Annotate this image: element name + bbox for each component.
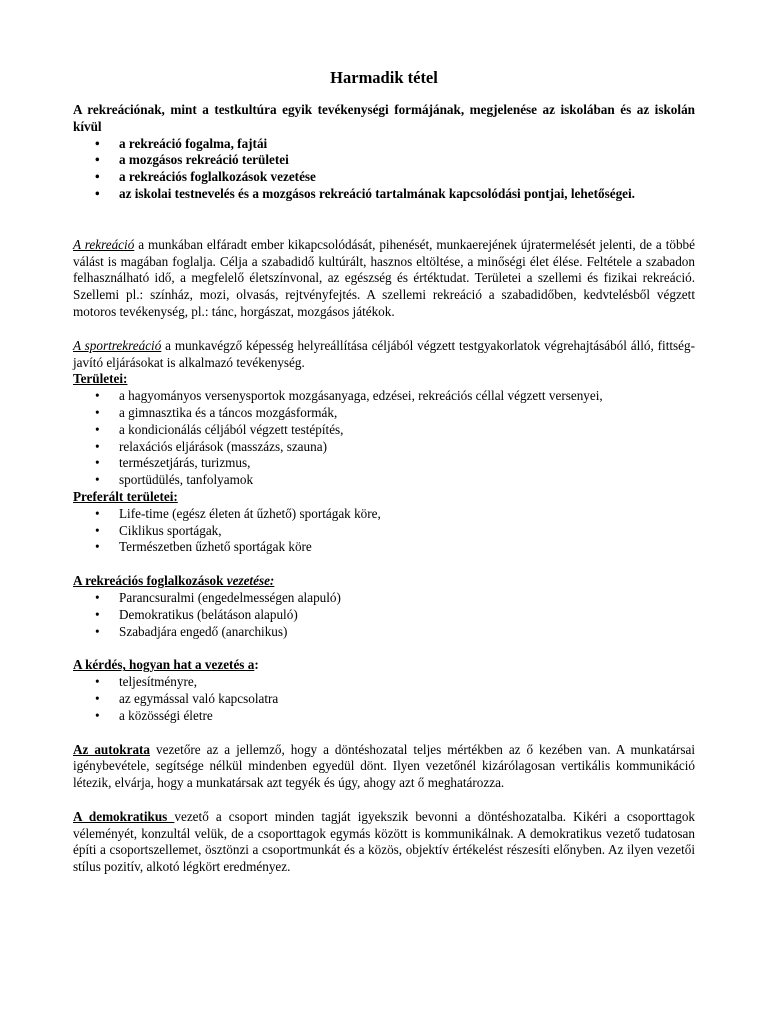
bullet-icon: • <box>95 185 100 201</box>
sport-recreation-term: A sportrekreáció <box>73 337 162 353</box>
bullet-icon: • <box>95 388 100 404</box>
preferred-heading: Preferált területei: <box>73 488 178 504</box>
leadership-list <box>73 590 695 640</box>
list-item: • Ciklikus sportágak, <box>95 522 222 538</box>
bullet-icon: • <box>95 589 100 605</box>
list-item: • a rekreáció fogalma, fajtái <box>95 135 268 151</box>
bullet-icon: • <box>95 707 100 723</box>
autocrat-term: Az autokrata <box>73 741 151 757</box>
sport-recreation-paragraph: A sportrekreáció a munkavégző képesség helyreállítása céljából végzett testgyakorlatok végrehajtásából álló, fittség-javító eljárásokat is alkalmazó tevékenység. <box>73 337 695 370</box>
bullet-icon: • <box>95 438 100 454</box>
areas-heading: Területei: <box>73 371 128 387</box>
areas-list <box>73 388 695 489</box>
bullet-icon: • <box>95 404 100 420</box>
bullet-icon: • <box>95 421 100 437</box>
document-content <box>73 68 695 876</box>
list-item: • a hagyományos versenysportok mozgásanyaga, edzései, rekreációs céllal végzett versenyei, <box>95 388 603 404</box>
list-item: • a kondicionálás céljából végzett testépítés, <box>95 421 344 437</box>
autocrat-paragraph: Az autokrata vezetőre az a jellemző, hogy a döntéshozatal teljes mértékben az ő kezében van. A munkatársai igénybevétele, segítsége nélkül mindenben egyedül dönt. Ilyen vezetőnél kizárólagosan vertikális kommunikáció létezik, elvárja, hogy a munkatársak azt tegyék és úgy, ahogy azt ő meghatározza. <box>73 741 696 791</box>
list-item: • a gimnasztika és a táncos mozgásformák, <box>95 404 338 420</box>
list-item: • az iskolai testnevelés és a mozgásos rekreáció tartalmának kapcsolódási pontjai, lehetőségei. <box>95 185 635 201</box>
bullet-icon: • <box>95 455 100 471</box>
question-heading: A kérdés, hogyan hat a vezetés a: <box>73 657 259 673</box>
bullet-icon: • <box>95 522 100 538</box>
bullet-icon: • <box>95 606 100 622</box>
leadership-heading: A rekreációs foglalkozások vezetése: <box>73 573 275 589</box>
bullet-icon: • <box>95 135 100 151</box>
bullet-icon: • <box>95 169 100 185</box>
list-item: • az egymással való kapcsolatra <box>95 690 279 706</box>
list-item: • Demokratikus (belátáson alapuló) <box>95 606 298 622</box>
bullet-icon: • <box>95 152 100 168</box>
democrat-term: A demokratikus <box>73 808 175 824</box>
list-item: • a közösségi életre <box>95 707 213 723</box>
list-item: • relaxációs eljárások (masszázs, szauna) <box>95 438 327 454</box>
recreation-paragraph: A rekreáció a munkában elfáradt ember kikapcsolódását, pihenését, munkaerejének újratermelését jelenti, de a többé válást is magában foglalja. Célja a szabadidő kultúrált, hasznos eltöltése, a minőségi élet élése. Feltétele a szabadon felhasználható idő, a megfelelő életszínvonal, az egészség és értéktudat. Területei a szellemi és fizikai rekreáció. Szellemi pl.: színház, mozi, olvasás, rejtvényfejtés. A szellemi rekreáció a szabadidőben, kedvtelésből végzett motoros tevékenység, pl.: tánc, horgászat, mozgásos játékok. <box>73 236 696 319</box>
bullet-icon: • <box>95 674 100 690</box>
list-item: • Parancsuralmi (engedelmességen alapuló) <box>95 589 341 605</box>
democrat-paragraph: A demokratikus vezető a csoport minden tagját igyekszik bevonni a döntéshozatalba. Kikéri a csoporttagok véleményét, konzultál velük, de a csoporttagok egymás között is kommunikálnak. A demokratikus vezető tudatosan építi a csoportszellemet, ösztönzi a csoportmunkát és a közös, objektív értékelést részesíti előnyben. Az ilyen vezetői stílus pozitív, alkotó légkört eredményez. <box>73 808 696 875</box>
list-item: • a rekreációs foglalkozások vezetése <box>95 169 316 185</box>
list-item: • a mozgásos rekreáció területei <box>95 152 289 168</box>
list-item: • teljesítményre, <box>95 674 197 690</box>
list-item: • Szabadjára engedő (anarchikus) <box>95 623 288 639</box>
bullet-icon: • <box>95 472 100 488</box>
question-list <box>73 674 695 724</box>
page-title: Harmadik tétel <box>330 68 438 87</box>
list-item: • természetjárás, turizmus, <box>95 455 251 471</box>
bullet-icon: • <box>95 690 100 706</box>
preferred-list <box>73 506 695 556</box>
list-item: • Life-time (egész életen át űzhető) sportágak köre, <box>95 505 381 521</box>
list-item: • sportüdülés, tanfolyamok <box>95 472 254 488</box>
topic-heading: A rekreációnak, mint a testkultúra egyik tevékenységi formájának, megjelenése az iskolában és az iskolán kívül <box>73 102 695 134</box>
topic-list <box>73 136 695 203</box>
bullet-icon: • <box>95 539 100 555</box>
recreation-term: A rekreáció <box>73 236 135 252</box>
bullet-icon: • <box>95 623 100 639</box>
bullet-icon: • <box>95 505 100 521</box>
list-item: • Természetben űzhető sportágak köre <box>95 539 312 555</box>
